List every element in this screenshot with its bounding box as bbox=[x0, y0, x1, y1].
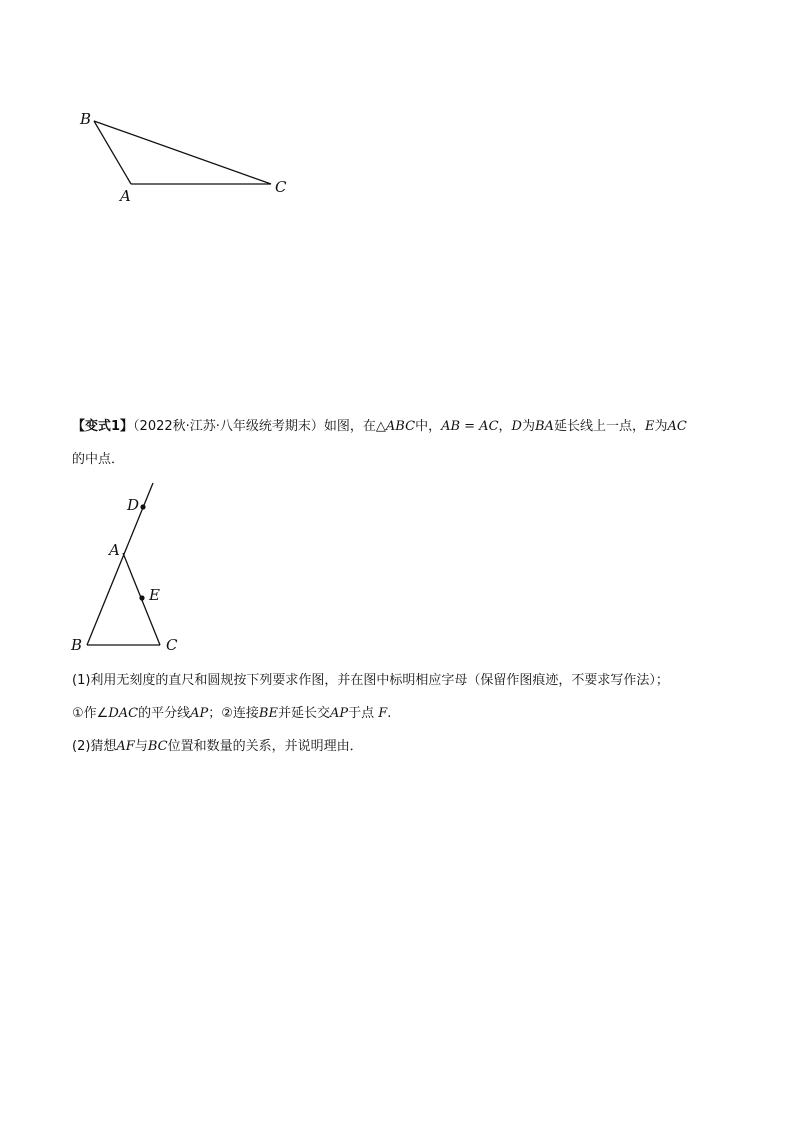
label-c: C bbox=[275, 178, 287, 196]
math-ap: AP bbox=[329, 706, 349, 721]
math-bc: BC bbox=[147, 739, 168, 754]
variant-source: （2022秋·江苏·八年级统考期末） bbox=[133, 419, 324, 434]
point-e bbox=[139, 595, 144, 600]
math-af: AF bbox=[116, 739, 135, 754]
math-dac: DAC bbox=[108, 706, 139, 721]
math-e: E bbox=[644, 419, 655, 434]
math-equation: AB = AC bbox=[441, 419, 499, 434]
variant-tag: 【变式1】 bbox=[72, 419, 134, 434]
text-segment: 为 bbox=[654, 419, 668, 434]
text-segment: ；②连接 bbox=[208, 706, 259, 721]
text-segment: 延长线上一点， bbox=[553, 419, 645, 434]
text-segment: 如图，在 bbox=[323, 419, 376, 434]
label-c: C bbox=[166, 636, 178, 654]
text-segment: 位置和数量的关系，并说明理由． bbox=[167, 739, 363, 754]
figure-triangle-extension bbox=[0, 0, 320, 680]
question-2 bbox=[72, 730, 732, 763]
math-ba: BA bbox=[534, 419, 554, 434]
text-segment: ①作∠ bbox=[72, 706, 109, 721]
label-e: E bbox=[149, 586, 160, 604]
text-segment: 为 bbox=[521, 419, 535, 434]
math-triangle: △ABC bbox=[375, 419, 416, 434]
text-segment: 与 bbox=[134, 739, 148, 754]
math-d: D bbox=[511, 419, 522, 434]
label-b: B bbox=[80, 110, 92, 128]
text-segment: 中， bbox=[415, 419, 442, 434]
text-segment: ， bbox=[498, 419, 512, 434]
point-d bbox=[140, 504, 145, 509]
text-segment: 并延长交 bbox=[277, 706, 330, 721]
math-be: BE bbox=[258, 706, 278, 721]
variant-line2: 的中点． bbox=[72, 452, 125, 467]
text-segment: (2)猜想 bbox=[72, 739, 117, 754]
text-segment: 于点 bbox=[348, 706, 375, 721]
question-1 bbox=[72, 664, 732, 730]
label-d: D bbox=[127, 496, 140, 514]
text-segment: . bbox=[387, 706, 392, 721]
label-a: A bbox=[120, 187, 131, 205]
text-segment: 的平分线 bbox=[138, 706, 191, 721]
math-ap: AP bbox=[190, 706, 209, 721]
label-b: B bbox=[71, 636, 83, 654]
math-f: F bbox=[378, 706, 388, 721]
question-1-text: (1)利用无刻度的直尺和圆规按下列要求作图，并在图中标明相应字母（保留作图痕迹，不要求写作法）； bbox=[72, 673, 669, 688]
math-ac: AC bbox=[667, 419, 687, 434]
label-a: A bbox=[109, 541, 120, 559]
